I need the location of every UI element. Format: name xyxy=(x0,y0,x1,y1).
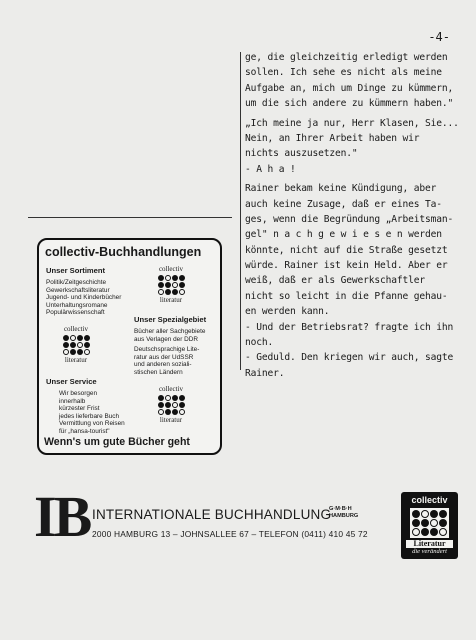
dots-icon xyxy=(410,508,449,538)
article-line: ges, wenn die Begründung „Arbeitsman- xyxy=(245,213,454,225)
article-line: en werden kann. xyxy=(245,306,330,318)
horizontal-rule xyxy=(28,217,232,218)
logo-top-text: collectiv xyxy=(63,325,89,333)
article-line: sollen. Ich sehe es nicht als meine xyxy=(245,67,442,79)
article-line: gel" n a c h g e w i e s e n werden xyxy=(245,229,442,241)
ib-logo: IB xyxy=(34,484,90,549)
article-line: Nein, an Ihrer Arbeit haben wir xyxy=(245,132,420,144)
logo-bottom-text: literatur xyxy=(159,416,183,424)
article-line: Rainer bekam keine Kündigung, aber xyxy=(245,183,437,195)
article-line: noch. xyxy=(245,337,274,349)
badge-top-text: collectiv xyxy=(411,495,448,505)
article-line: Rainer. xyxy=(245,367,285,379)
service-heading: Unser Service xyxy=(46,377,97,386)
collectiv-literatur-logo xyxy=(59,326,93,364)
dots-icon xyxy=(154,275,188,295)
article-line: - Und der Betriebsrat? fragte ich ihn xyxy=(245,321,454,333)
logo-top-text: collectiv xyxy=(158,385,184,393)
bookstore-address: 2000 HAMBURG 13 – JOHNSALLEE 67 – TELEFON (0411) 410 45 72 xyxy=(92,529,368,539)
column-divider xyxy=(240,52,241,370)
article-line: nichts auszusetzen." xyxy=(245,148,358,160)
article-line: Aufgabe an, mich um Dinge zu kümmern, xyxy=(245,82,454,94)
company-form: G·M·B·H HAMBURG xyxy=(329,506,359,519)
spezial-heading: Unser Spezialgebiet xyxy=(134,315,207,324)
collectiv-literatur-logo xyxy=(154,266,188,304)
badge-logo-text: Literatur xyxy=(406,540,453,548)
page-number: -4- xyxy=(428,30,450,44)
article-line: weiß, daß er als Gewerkschaftler xyxy=(245,275,426,287)
spezial-text-1: Bücher aller Sachgebiete aus Verlagen der DDR xyxy=(134,328,206,343)
sortiment-heading: Unser Sortiment xyxy=(46,266,106,275)
article-line: um die sich andere zu kümmern haben." xyxy=(245,98,454,110)
article-text xyxy=(245,50,467,381)
sortiment-text: Politik/Zeitgeschichte Gewerkschaftsliteratur Jugend- und Kinderbücher Unterhaltungsromane Populärwissenschaft xyxy=(46,279,122,317)
collectiv-literatur-logo xyxy=(154,386,188,424)
bookstore-name: INTERNATIONALE BUCHHANDLUNG xyxy=(92,507,332,522)
logo-bottom-text: literatur xyxy=(64,356,88,364)
article-line: ge, die gleichzeitig erledigt werden xyxy=(245,52,448,63)
article-line: könnte, nicht auf die Straße gesetzt xyxy=(245,244,448,256)
badge-slogan: die verändert xyxy=(412,548,447,555)
ad-title: collectiv-Buchhandlungen xyxy=(45,245,202,259)
collectiv-advertisement xyxy=(37,238,222,455)
article-line: nicht so leicht in die Pfanne gehau- xyxy=(245,290,448,302)
collectiv-badge xyxy=(401,492,458,559)
article-line: auch keine Zusage, daß er eines Ta- xyxy=(245,198,442,210)
article-line: würde. Rainer ist kein Held. Aber er xyxy=(245,260,448,272)
logo-top-text: collectiv xyxy=(158,265,184,273)
service-text: Wir besorgen innerhalb kürzester Frist jedes lieferbare Buch Vermittlung von Reisen für „hansa-tourist" xyxy=(59,390,125,435)
article-line: - A h a ! xyxy=(245,163,296,175)
ad-slogan: Wenn's um gute Bücher geht xyxy=(44,436,190,448)
article-line: - Geduld. Den kriegen wir auch, sagte xyxy=(245,352,454,364)
article-line: „Ich meine ja nur, Herr Klasen, Sie... xyxy=(245,117,459,129)
logo-bottom-text: literatur xyxy=(159,296,183,304)
dots-icon xyxy=(154,395,188,415)
dots-icon xyxy=(59,335,93,355)
spezial-text-2: Deutschsprachige Lite- ratur aus der UdSSR und anderen soziali- stischen Ländern xyxy=(134,346,200,376)
